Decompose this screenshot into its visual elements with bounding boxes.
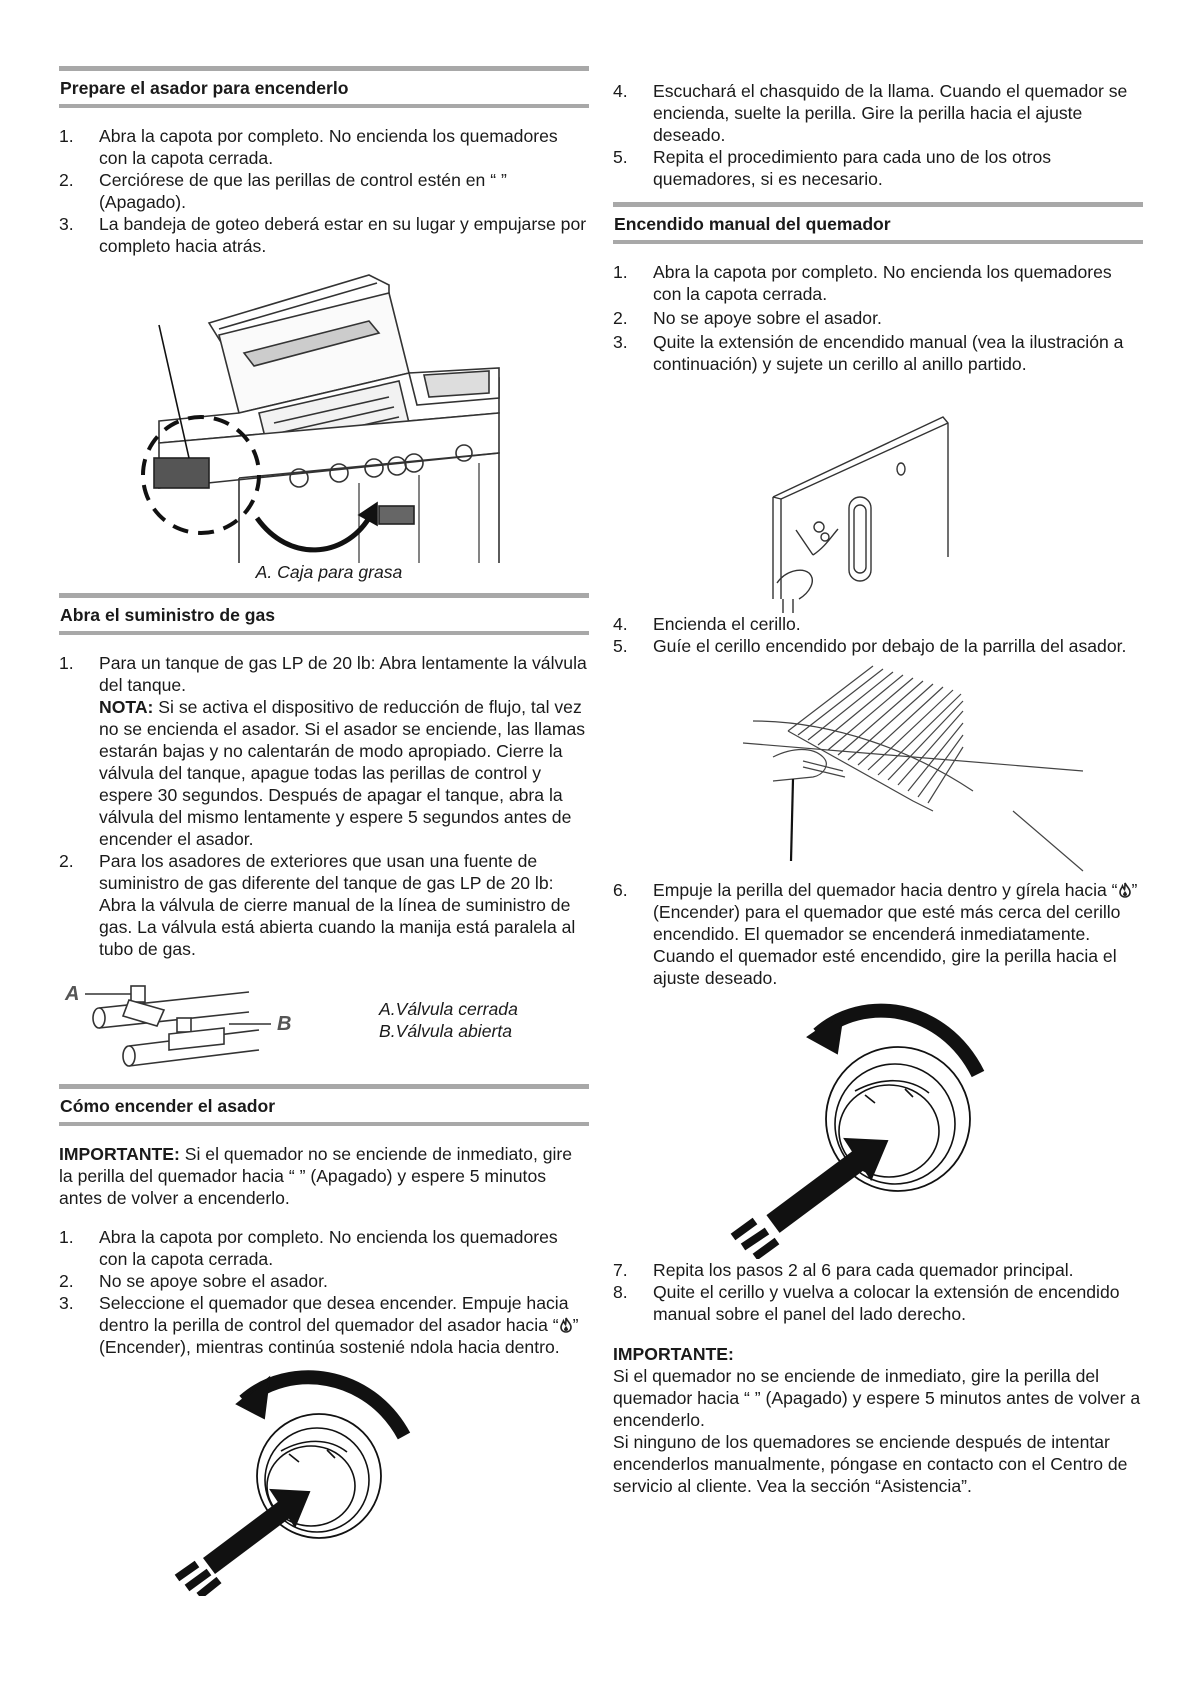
valve-drawing — [59, 976, 319, 1076]
continued-steps — [613, 80, 1143, 190]
list-item — [59, 1226, 589, 1270]
step-text: Repita los pasos 2 al 6 para cada quemador principal. — [653, 1260, 1074, 1280]
gas-steps — [59, 652, 589, 960]
step-text: Repita el procedimiento para cada uno de los otros quemadores, si es necesario. — [653, 147, 1052, 189]
valve-label-b: B — [277, 1013, 292, 1035]
list-item — [613, 635, 1143, 657]
list-item — [59, 213, 589, 257]
step-number: 1. — [59, 1227, 74, 1247]
step-number: 5. — [613, 147, 628, 167]
step-number: 6. — [613, 880, 628, 900]
list-item — [613, 879, 1143, 989]
step-text: Cerciórese de que las perillas de control estén en “ ” (Apagado). — [99, 170, 507, 212]
step-text: Abra la capota por completo. No encienda los quemadores con la capota cerrada. — [99, 126, 558, 168]
list-item — [613, 1281, 1143, 1325]
step-number: 3. — [59, 1293, 74, 1313]
list-item — [59, 169, 589, 213]
important-label: IMPORTANTE: — [59, 1144, 180, 1164]
left-column — [59, 66, 589, 1596]
step-number: 4. — [613, 81, 628, 101]
important-paragraph-1: Si el quemador no se enciende de inmediato, gire la perilla del quemador hacia “ ” (Apagado) y espere 5 minutos antes de volver a encenderlo. — [613, 1366, 1141, 1430]
step-text: Para un tanque de gas LP de 20 lb: Abra lentamente la válvula del tanque. — [99, 653, 587, 695]
important-text: Si el quemador no se enciende de inmediato, gire la perilla del quemador hacia “ ” (Apagado) y espere 5 minutos antes de volver a encenderlo. — [59, 1144, 573, 1208]
list-item — [59, 125, 589, 169]
step-number: 4. — [613, 614, 628, 634]
step-number: 3. — [613, 332, 628, 352]
step-number: 2. — [613, 308, 628, 328]
step-number: 5. — [613, 636, 628, 656]
grill-illustration — [59, 263, 589, 563]
section-heading-manual: Encendido manual del quemador — [613, 202, 1143, 244]
knob-drawing-right — [613, 999, 1143, 1259]
step-text: No se apoye sobre el asador. — [99, 1271, 328, 1291]
list-item — [59, 652, 589, 850]
section-heading-prepare: Prepare el asador para encenderlo — [59, 66, 589, 108]
light-steps — [59, 1226, 589, 1358]
flame-icon — [559, 1317, 573, 1333]
list-item — [59, 850, 589, 960]
step-number: 1. — [59, 126, 74, 146]
step-text: No se apoye sobre el asador. — [653, 308, 882, 328]
important-block — [613, 1343, 1143, 1497]
manual-steps — [613, 261, 1143, 375]
step-text: Abra la capota por completo. No encienda los quemadores con la capota cerrada. — [653, 262, 1112, 304]
step-number: 2. — [59, 851, 74, 871]
step-text: Quite la extensión de encendido manual (vea la ilustración a continuación) y sujete un cerillo al anillo partido. — [653, 332, 1124, 374]
note-text: Si se activa el dispositivo de reducción de flujo, tal vez no se encienda el asador. Si el asador se enciende, las llamas estarán bajas y no calentarán de modo apropiado. Cierre la válvula del tanque, apague todas las perillas de control y espere 30 segundos. Después de apagar el tanque, abra la válvula del mismo lentamente y espere 5 segundos antes de encender el asador. — [99, 697, 586, 849]
knob-illustration-left — [59, 1366, 589, 1596]
step-number: 8. — [613, 1282, 628, 1302]
step-number: 1. — [59, 653, 74, 673]
important-paragraph-2: Si ninguno de los quemadores se enciende después de intentar encenderlos manualmente, póngase en contacto con el Centro de servicio al cliente. Vea la sección “Asistencia”. — [613, 1432, 1128, 1496]
manual-steps-b — [613, 613, 1143, 657]
list-item — [59, 1270, 589, 1292]
knob-illustration-right — [613, 999, 1143, 1259]
step-number: 3. — [59, 214, 74, 234]
important-paragraph — [59, 1143, 589, 1209]
figure-caption-grease-box: A. Caja para grasa — [255, 562, 403, 582]
list-item — [59, 1292, 589, 1358]
step-number: 1. — [613, 262, 628, 282]
valve-caption-a: A.Válvula cerrada — [379, 999, 518, 1019]
step-number: 7. — [613, 1260, 628, 1280]
section-heading-gas: Abra el suministro de gas — [59, 593, 589, 635]
manual-step6 — [613, 879, 1143, 989]
valve-caption-b: B.Válvula abierta — [379, 1021, 513, 1041]
step-text: Quite el cerillo y vuelva a colocar la extensión de encendido manual sobre el panel del lado derecho. — [653, 1282, 1120, 1324]
prepare-steps — [59, 125, 589, 257]
important-heading: IMPORTANTE: — [613, 1344, 734, 1364]
grate-match-illustration — [613, 661, 1143, 879]
grate-match-drawing — [613, 661, 1143, 879]
list-item — [613, 80, 1143, 146]
step-number: 2. — [59, 170, 74, 190]
list-item — [613, 146, 1143, 190]
valve-label-a: A — [65, 983, 80, 1005]
step-text-pre: Empuje la perilla del quemador hacia dentro y gírela hacia “ — [653, 880, 1118, 900]
step-text-post: ” (Encender), mientras continúa sostenié ndola hacia dentro. — [99, 1315, 579, 1357]
right-column — [613, 80, 1143, 1497]
list-item — [613, 307, 1143, 329]
list-item — [613, 1259, 1143, 1281]
valve-illustration — [59, 976, 589, 1076]
flame-icon — [1118, 882, 1132, 898]
step-text-pre: Seleccione el quemador que desea encender. Empuje hacia dentro la perilla de control del quemador del asador hacia “ — [99, 1293, 569, 1335]
step-text: La bandeja de goteo deberá estar en su lugar y empujarse por completo hacia atrás. — [99, 214, 587, 256]
step-text: Para los asadores de exteriores que usan una fuente de suministro de gas diferente del tanque de gas LP de 20 lb: Abra la válvula de cierre manual de la línea de suministro de gas. La válvula está abierta cuando la manija está paralela al tubo de gas. — [99, 851, 576, 959]
step-number: 2. — [59, 1271, 74, 1291]
knob-drawing-left — [59, 1366, 589, 1596]
ignition-extension-illustration — [613, 387, 1143, 613]
step-text: Abra la capota por completo. No encienda los quemadores con la capota cerrada. — [99, 1227, 558, 1269]
ignition-extension-drawing — [613, 387, 1143, 613]
list-item — [613, 331, 1143, 375]
step-text: Guíe el cerillo encendido por debajo de la parrilla del asador. — [653, 636, 1127, 656]
list-item — [613, 613, 1143, 635]
step-text-post: ” (Encender) para el quemador que esté más cerca del cerillo encendido. El quemador se encenderá inmediatamente. Cuando el quemador esté encendido, gire la perilla hacia el ajuste deseado. — [653, 880, 1138, 988]
note-label: NOTA: — [99, 697, 154, 717]
grill-drawing — [59, 263, 589, 563]
list-item — [613, 261, 1143, 305]
step-text: Escuchará el chasquido de la llama. Cuando el quemador se encienda, suelte la perilla. Gire la perilla hacia el ajuste deseado. — [653, 81, 1128, 145]
step-text: Encienda el cerillo. — [653, 614, 801, 634]
section-heading-light: Cómo encender el asador — [59, 1084, 589, 1126]
manual-steps-c — [613, 1259, 1143, 1325]
